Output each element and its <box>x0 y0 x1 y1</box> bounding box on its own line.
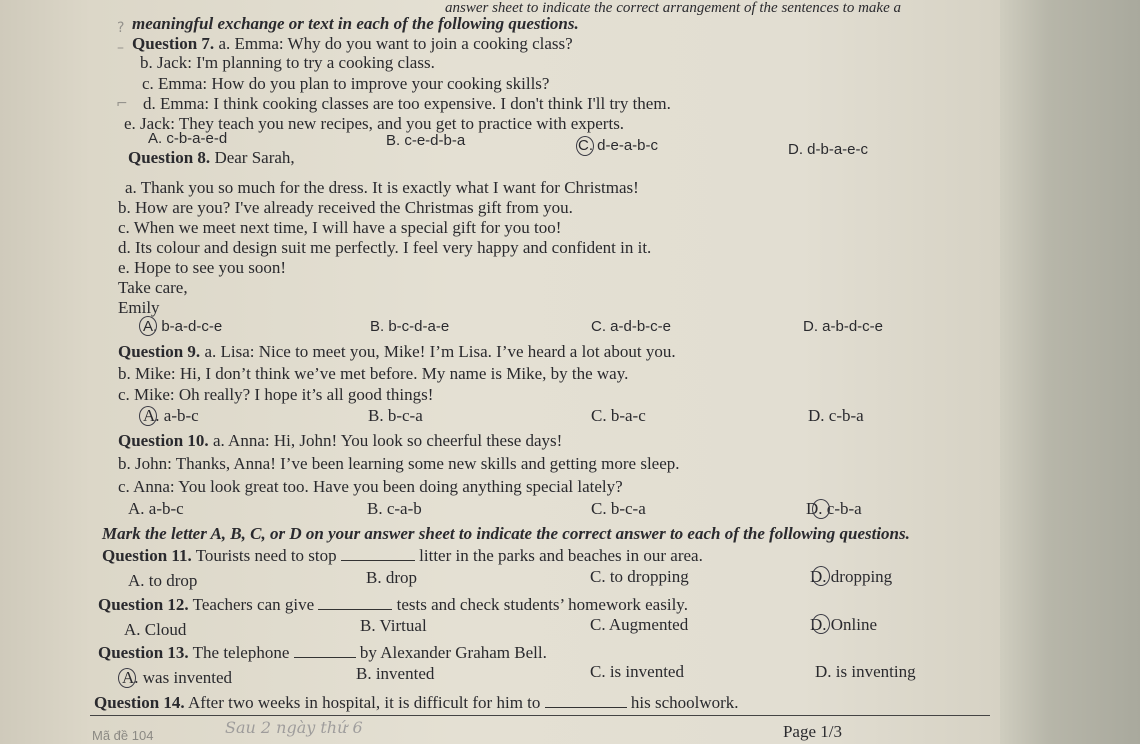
q10-option-b[interactable]: B. c-a-b <box>367 499 422 518</box>
q13-blank[interactable] <box>294 643 356 658</box>
q11-answer-circle <box>812 566 830 586</box>
q9-option-d[interactable]: D. c-b-a <box>808 406 864 425</box>
q7-option-b[interactable]: B. c-e-d-b-a <box>386 132 466 149</box>
q10-option-a[interactable]: A. a-b-c <box>128 499 184 518</box>
q8-line-a: a. Thank you so much for the dress. It is exactly what I want for Christmas! <box>125 178 639 197</box>
q13-stem <box>98 643 547 663</box>
desk-edge <box>1000 0 1140 744</box>
page-number: Page 1/3 <box>782 722 842 741</box>
q14-blank[interactable] <box>545 693 627 708</box>
q10-option-c[interactable]: C. b-c-a <box>591 499 646 518</box>
q8-line-d: d. Its colour and design suit me perfectly. I feel very happy and confident in it. <box>118 238 652 257</box>
q9-option-c[interactable]: C. b-a-c <box>591 406 646 425</box>
q9-line-a <box>118 342 676 362</box>
q12-stem <box>98 595 688 615</box>
footer-handwriting: Sau 2 ngày thứ 6 <box>225 718 363 737</box>
q10-line-a <box>118 431 562 451</box>
footer-exam-code: Mã đề 104 <box>92 728 154 743</box>
intro-top-fragment: answer sheet to indicate the correct arrangement of the sentences to make a <box>445 0 901 16</box>
q10-answer-circle <box>812 499 830 519</box>
q7-option-d[interactable]: D. d-b-a-e-c <box>788 141 869 158</box>
q8-option-a[interactable]: A. b-a-d-c-e <box>143 318 223 335</box>
q14-stem <box>94 693 739 713</box>
q8-label: Question 8. <box>128 148 211 167</box>
q11-option-d[interactable]: D. dropping <box>810 567 893 586</box>
q7-label: Question 7. <box>132 34 215 53</box>
q11-option-b[interactable]: B. drop <box>366 568 417 587</box>
q9-text-a: a. Lisa: Nice to meet you, Mike! I’m Lisa. I’ve heard a lot about you. <box>204 342 676 361</box>
q7-option-a[interactable]: A. c-b-a-e-d <box>148 130 228 147</box>
q8-line-head <box>128 148 295 168</box>
q10-text-a: a. Anna: Hi, John! You look so cheerful these days! <box>212 431 563 450</box>
q8-line-c: c. When we meet next time, I will have a special gift for you too! <box>118 218 562 237</box>
q12-option-b[interactable]: B. Virtual <box>360 616 427 635</box>
margin-mark-dash: – <box>117 40 124 56</box>
q7-option-c[interactable]: C. d-e-a-b-c <box>578 137 659 154</box>
q11-after: litter in the parks and beaches in our area. <box>419 546 703 565</box>
q14-label: Question 14. <box>94 693 185 712</box>
q7-line-a <box>132 34 573 54</box>
q8-line-e: e. Hope to see you soon! <box>118 258 287 277</box>
q7-line-d: d. Emma: I think cooking classes are too expensive. I don't think I'll try them. <box>143 94 671 113</box>
footer-rule <box>90 715 990 716</box>
q7-text-a: a. Emma: Why do you want to join a cooking class? <box>218 34 573 53</box>
q8-option-c[interactable]: C. a-d-b-c-e <box>591 318 672 335</box>
q14-after: his schoolwork. <box>630 693 739 712</box>
intro-instruction: meaningful exchange or text in each of the following questions. <box>132 14 579 33</box>
q8-closing: Take care, <box>118 278 188 297</box>
q9-line-c: c. Mike: Oh really? I hope it’s all good things! <box>118 385 434 404</box>
q7-line-e: e. Jack: They teach you new recipes, and you get to practice with experts. <box>124 114 625 133</box>
q10-line-b: b. John: Thanks, Anna! I’ve been learning some new skills and getting more sleep. <box>118 454 680 473</box>
q7-answer-circle <box>576 136 594 156</box>
q9-line-b: b. Mike: Hi, I don’t think we’ve met before. My name is Mike, by the way. <box>118 364 629 383</box>
q14-before: After two weeks in hospital, it is difficult for him to <box>188 693 541 712</box>
q9-answer-circle <box>139 406 157 426</box>
q13-option-b[interactable]: B. invented <box>356 664 435 683</box>
q7-line-b: b. Jack: I'm planning to try a cooking class. <box>140 53 435 72</box>
q12-option-d[interactable]: D. Online <box>810 615 878 634</box>
section2-instruction: Mark the letter A, B, C, or D on your answer sheet to indicate the correct answer to each of the following questions. <box>102 524 910 543</box>
q12-option-c[interactable]: C. Augmented <box>590 615 689 634</box>
q8-answer-circle <box>139 316 157 336</box>
q12-after: tests and check students’ homework easily. <box>396 595 688 614</box>
q11-option-c[interactable]: C. to dropping <box>590 567 689 586</box>
margin-mark-question: ? <box>117 20 125 36</box>
q13-option-c[interactable]: C. is invented <box>590 662 684 681</box>
q8-option-d[interactable]: D. a-b-d-c-e <box>803 318 884 335</box>
q13-before: The telephone <box>192 643 290 662</box>
q8-line-b: b. How are you? I've already received the Christmas gift from you. <box>118 198 573 217</box>
q9-option-a[interactable]: A. a-b-c <box>143 406 199 425</box>
q10-option-d[interactable]: D. c-b-a <box>806 499 862 518</box>
q8-salutation: Dear Sarah, <box>214 148 295 167</box>
q11-before: Tourists need to stop <box>195 546 337 565</box>
q12-blank[interactable] <box>318 595 392 610</box>
margin-mark-underline: ⌐ <box>116 96 128 112</box>
q8-option-b[interactable]: B. b-c-d-a-e <box>370 318 450 335</box>
q10-label: Question 10. <box>118 431 209 450</box>
q11-option-a[interactable]: A. to drop <box>128 571 198 590</box>
q9-option-b[interactable]: B. b-c-a <box>368 406 423 425</box>
q8-signature: Emily <box>118 298 160 317</box>
q11-blank[interactable] <box>341 546 415 561</box>
q12-before: Teachers can give <box>192 595 315 614</box>
q13-label: Question 13. <box>98 643 189 662</box>
q11-stem <box>102 546 703 566</box>
q13-option-d[interactable]: D. is inventing <box>815 662 916 681</box>
q12-label: Question 12. <box>98 595 189 614</box>
q13-after: by Alexander Graham Bell. <box>359 643 547 662</box>
q11-label: Question 11. <box>102 546 192 565</box>
q10-line-c: c. Anna: You look great too. Have you been doing anything special lately? <box>118 477 623 496</box>
q13-answer-circle <box>118 668 136 688</box>
q7-line-c: c. Emma: How do you plan to improve your cooking skills? <box>142 74 550 93</box>
q13-option-a[interactable]: A. was invented <box>122 668 233 687</box>
q12-option-a[interactable]: A. Cloud <box>124 620 187 639</box>
q9-label: Question 9. <box>118 342 201 361</box>
q12-answer-circle <box>812 614 830 634</box>
